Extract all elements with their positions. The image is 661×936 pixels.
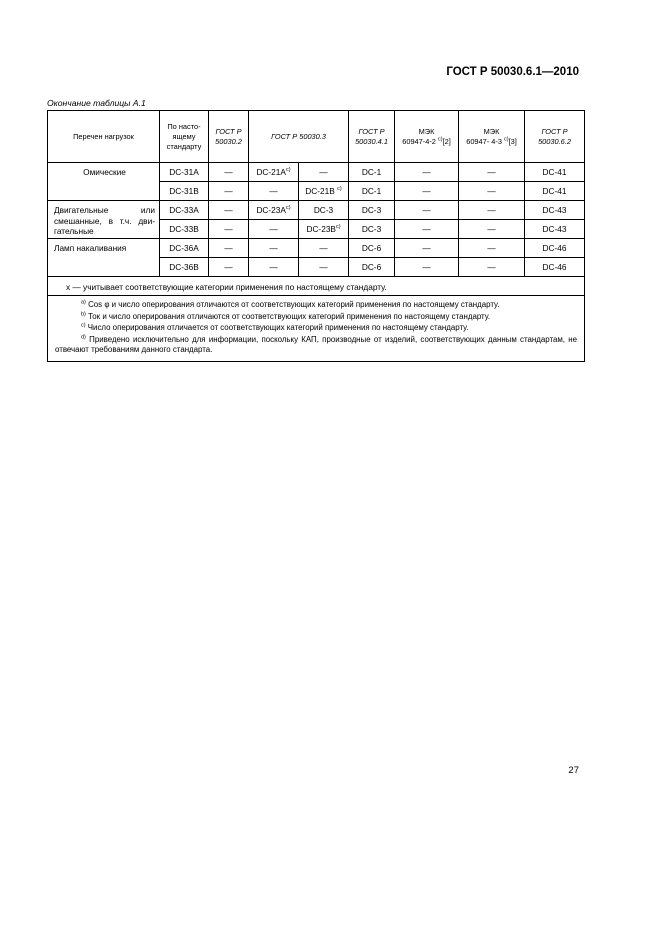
table-cell: DC-46 [525, 239, 585, 258]
table-row [48, 163, 585, 182]
table-cell: DC-31B [160, 182, 209, 201]
table-row [48, 201, 585, 220]
footnote-a: $^{a)}$ Cos φ и число оперирования отличаются от соответствующих категорий применения по настоящему стандарту. [81, 299, 500, 309]
footnote-b: $^{b)}$ Ток и число оперирования отличаются от соответствующих категорий применения по настоящему стандарту. [81, 310, 491, 321]
header-iec-60947-4-2: МЭК 60947-4-2 $^{c)}$[2] [395, 111, 459, 163]
table-cell: DC-31A [160, 163, 209, 182]
x-note: x — учитывает соответствующие категории применения по настоящему стандарту. [48, 277, 585, 296]
table-caption: Окончание таблицы А.1 [47, 98, 146, 108]
table-cell: — [249, 182, 299, 201]
table-cell: DC-43 [525, 220, 585, 239]
table-cell: DC-41 [525, 182, 585, 201]
group-label-motor: Двигательные или смешанные, в т.ч. дви-гательные [48, 201, 160, 239]
table-cell: — [459, 239, 525, 258]
table-cell: — [395, 163, 459, 182]
header-per-standard: По насто-ящему стандарту [160, 111, 209, 163]
table-cell: DC-46 [525, 258, 585, 277]
document-header: ГОСТ Р 50030.6.1—2010 [446, 66, 579, 78]
table-cell: $DC-21A^{c)}$ [249, 163, 299, 182]
table-cell: DC-33B [160, 220, 209, 239]
x-note-row [48, 277, 585, 296]
table-cell: — [459, 163, 525, 182]
table-cell: DC-1 [349, 163, 395, 182]
group-label-lamps: Ламп накаливания [48, 239, 160, 277]
header-gost-50030-2: ГОСТ Р 50030.2 [209, 111, 249, 163]
table-cell: DC-3 [299, 201, 349, 220]
page-number: 27 [568, 765, 579, 776]
header-loads: Перечен нагрузок [48, 111, 160, 163]
table-cell: — [459, 182, 525, 201]
table-cell: — [249, 258, 299, 277]
group-label-resistive: Омические [48, 163, 160, 201]
table-cell: DC-21B $^{c)}$ [299, 182, 349, 201]
table-cell: — [249, 239, 299, 258]
table-cell: — [395, 182, 459, 201]
table-cell: DC-36A [160, 239, 209, 258]
table-cell: $DC-23B^{c)}$ [299, 220, 349, 239]
table-cell: — [209, 201, 249, 220]
table-cell: — [459, 220, 525, 239]
table-cell: — [459, 201, 525, 220]
table-cell: DC-33A [160, 201, 209, 220]
table-cell: — [209, 182, 249, 201]
table-cell: — [395, 239, 459, 258]
table-cell: — [209, 163, 249, 182]
table-cell: — [299, 239, 349, 258]
table-cell: — [395, 201, 459, 220]
footnote-c: $^{c)}$ Число оперирования отличается от соответствующих категорий применения по настоящему стандарту. [81, 322, 469, 333]
footnotes-row [48, 296, 585, 362]
table-cell: DC-6 [349, 258, 395, 277]
header-gost-50030-3: ГОСТ Р 50030.3 [249, 111, 349, 163]
footnotes [48, 296, 585, 362]
table-cell: — [209, 258, 249, 277]
table-cell: DC-41 [525, 163, 585, 182]
table-cell: — [395, 220, 459, 239]
table-cell: DC-6 [349, 239, 395, 258]
table-cell: DC-43 [525, 201, 585, 220]
table-cell: — [249, 220, 299, 239]
header-gost-50030-6-2: ГОСТ Р 50030.6.2 [525, 111, 585, 163]
table-cell: DC-3 [349, 201, 395, 220]
table-header-row [48, 111, 585, 163]
table-cell: DC-3 [349, 220, 395, 239]
table-cell: — [209, 239, 249, 258]
table-cell: — [459, 258, 525, 277]
table-cell: $DC-23A^{c)}$ [249, 201, 299, 220]
table-row [48, 239, 585, 258]
footnote-d: $^{d)}$ Приведено исключительно для информации, поскольку КАП, производные от изделий, соответствующих данным стандартам, не отвечают требованиям данного стандарта. [55, 334, 577, 355]
table-cell: — [395, 258, 459, 277]
table-cell: — [299, 163, 349, 182]
header-iec-60947-4-3: МЭК 60947- 4-3 $^{c)}$[3] [459, 111, 525, 163]
load-category-table [47, 110, 585, 362]
header-gost-50030-4-1: ГОСТ Р 50030.4.1 [349, 111, 395, 163]
table-cell: — [209, 220, 249, 239]
table-cell: DC-36B [160, 258, 209, 277]
table-cell: — [299, 258, 349, 277]
table-cell: DC-1 [349, 182, 395, 201]
